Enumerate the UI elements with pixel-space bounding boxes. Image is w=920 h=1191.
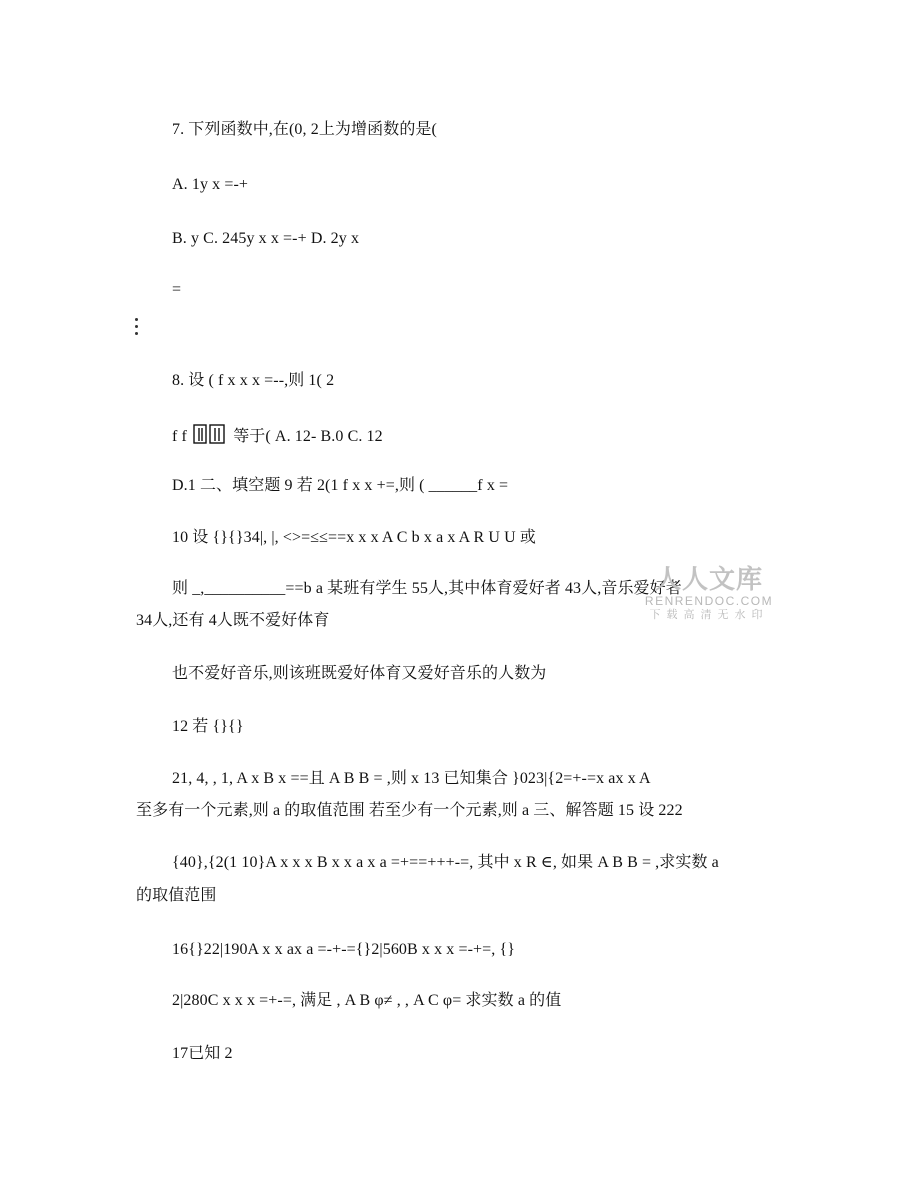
watermark-subtitle: 下载高清无水印 bbox=[649, 608, 769, 621]
watermark bbox=[644, 566, 774, 622]
question-15-line-2: 的取值范围 bbox=[136, 887, 217, 904]
question-11-line-1: 则 _,__________==b a 某班有学生 55人,其中体育爱好者 43人,音乐爱好者 bbox=[172, 580, 682, 597]
question-12-line-1: 12 若 {}{} bbox=[172, 718, 244, 735]
question-7-equals: = bbox=[172, 281, 182, 298]
question-11-line-2: 34人,还有 4人既不爱好体育 bbox=[136, 612, 330, 629]
question-7-stem: 7. 下列函数中,在(0, 2上为增函数的是( bbox=[172, 121, 437, 138]
watermark-url: RENRENDOC.COM bbox=[644, 594, 774, 608]
question-15-line-1: {40},{2(1 10}A x x x B x x a x a =+==+++-=, 其中 x R ∈, 如果 A B B = ,求实数 a bbox=[172, 854, 719, 871]
watermark-title: 人人文库 bbox=[654, 565, 763, 595]
question-9-line: D.1 二、填空题 9 若 2(1 f x x +=,则 ( ______f x = bbox=[172, 477, 509, 494]
question-12-13-line: 21, 4, , 1, A x B x ==且 A B B = ,则 x 13 已知集合 }023|{2=+-=x ax x A bbox=[172, 770, 651, 787]
question-11-line-3: 也不爱好音乐,则该班既爱好体育又爱好音乐的人数为 bbox=[172, 665, 547, 682]
question-8-options-row bbox=[172, 424, 383, 447]
question-10-line: 10 设 {}{}34|, |, <>=≤≤==x x x A C b x a x A R U U 或 bbox=[172, 529, 537, 546]
question-17-line: 17已知 2 bbox=[172, 1045, 233, 1062]
question-7-options-bcd: B. y C. 245y x x =-+ D. 2y x bbox=[172, 230, 360, 247]
question-7-option-a: A. 1y x =-+ bbox=[172, 176, 249, 193]
question-16-line-2: 2|280C x x x =+-=, 满足 , A B φ≠ , , A C φ= 求实数 a 的值 bbox=[172, 992, 562, 1009]
bracket-glyph-icon bbox=[192, 424, 228, 444]
question-13-15-line: 至多有一个元素,则 a 的取值范围 若至少有一个元素,则 a 三、解答题 15 设 222 bbox=[136, 802, 683, 819]
question-16-line-1: 16{}22|190A x x ax a =-+-={}2|560B x x x =-+=, {} bbox=[172, 941, 516, 958]
question-8-options-text: 等于( A. 12- B.0 C. 12 bbox=[233, 428, 383, 445]
question-8-stem: 8. 设 ( f x x x =--,则 1( 2 bbox=[172, 372, 335, 389]
margin-dots bbox=[132, 318, 140, 335]
question-8-ff-text: f f bbox=[172, 428, 187, 445]
